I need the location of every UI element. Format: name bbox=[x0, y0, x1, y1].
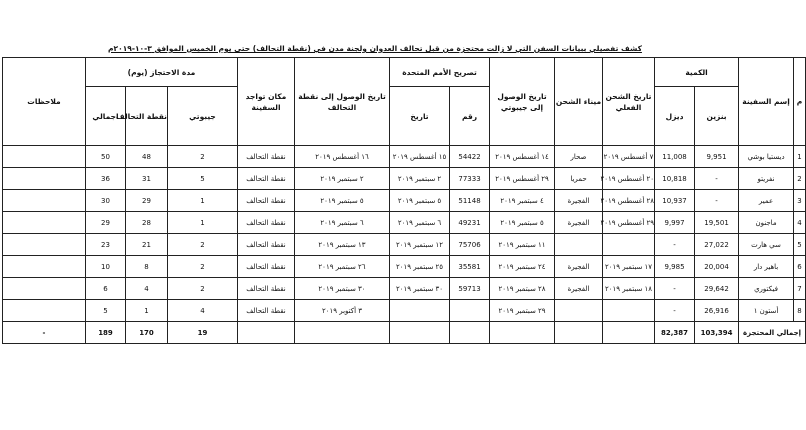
cell-arrival-coalition: ٣٠ سبتمبر ٢٠١٩ bbox=[295, 278, 390, 300]
table-row bbox=[3, 278, 806, 300]
cell-notes bbox=[3, 300, 86, 322]
cell-num: 8 bbox=[794, 300, 806, 322]
cell-loading-date bbox=[603, 300, 655, 322]
header-actual-loading-date: تاريخ الشحن الفعلي bbox=[603, 58, 655, 146]
header-arrival-coalition: تاريخ الوصول إلى نقطة التحالف bbox=[295, 58, 390, 146]
cell-num: 7 bbox=[794, 278, 806, 300]
cell-petrol: 19,501 bbox=[695, 212, 739, 234]
cell-num: 4 bbox=[794, 212, 806, 234]
cell-permit-number: 51148 bbox=[450, 190, 490, 212]
cell-arrival-djibouti: ٤ سبتمبر ٢٠١٩ bbox=[490, 190, 555, 212]
cell-arrival-djibouti: ٥ سبتمبر ٢٠١٩ bbox=[490, 212, 555, 234]
cell-notes bbox=[3, 190, 86, 212]
cell-port: الفجيرة bbox=[555, 256, 603, 278]
cell-days-djibouti: 1 bbox=[168, 212, 238, 234]
cell-petrol: - bbox=[695, 168, 739, 190]
cell-location: نقطة التحالف bbox=[238, 234, 295, 256]
cell-petrol: 26,916 bbox=[695, 300, 739, 322]
page-title: كشف تفصيلي ببيانات السفن التي لا زالت محتجزة من قبل تحالف العدوان ولجنة مدن في (نقطة التحالف) حتى يوم الخميس الموافق ٣-١٠-٢٠١٩م bbox=[108, 44, 642, 53]
cell-days-djibouti: 2 bbox=[168, 256, 238, 278]
table-row bbox=[3, 190, 806, 212]
header-quantity: الكمية bbox=[655, 58, 739, 87]
header-period-djibouti: جيبوتي bbox=[168, 87, 238, 146]
totals-empty bbox=[450, 322, 490, 344]
cell-days-total: 30 bbox=[86, 190, 126, 212]
cell-loading-date: ٢٠ أغسطس ٢٠١٩ bbox=[603, 168, 655, 190]
cell-arrival-djibouti: ٢٨ سبتمبر ٢٠١٩ bbox=[490, 278, 555, 300]
cell-arrival-coalition: ٦ سبتمبر ٢٠١٩ bbox=[295, 212, 390, 234]
cell-permit-date: ١٥ أغسطس ٢٠١٩ bbox=[390, 146, 450, 168]
cell-permit-date: ٦ سبتمبر ٢٠١٩ bbox=[390, 212, 450, 234]
cell-ship-name: نفريتو bbox=[739, 168, 794, 190]
cell-diesel: 11,008 bbox=[655, 146, 695, 168]
cell-petrol: 27,022 bbox=[695, 234, 739, 256]
cell-days-djibouti: 2 bbox=[168, 146, 238, 168]
cell-permit-number: 49231 bbox=[450, 212, 490, 234]
cell-days-total: 5 bbox=[86, 300, 126, 322]
totals-empty bbox=[555, 322, 603, 344]
cell-num: 6 bbox=[794, 256, 806, 278]
cell-permit-number: 77333 bbox=[450, 168, 490, 190]
header-period-total: اجمالي bbox=[86, 87, 126, 146]
cell-port: الفجيرة bbox=[555, 212, 603, 234]
cell-location: نقطة التحالف bbox=[238, 300, 295, 322]
header-row-2 bbox=[3, 87, 806, 146]
cell-num: 3 bbox=[794, 190, 806, 212]
header-loading-port: ميناء الشحن bbox=[555, 58, 603, 146]
cell-arrival-djibouti: ٢٩ أغسطس ٢٠١٩ bbox=[490, 168, 555, 190]
header-arrival-djibouti: تاريخ الوصول إلى جيبوتي bbox=[490, 58, 555, 146]
cell-notes bbox=[3, 278, 86, 300]
cell-ship-name: باهير دار bbox=[739, 256, 794, 278]
cell-arrival-djibouti: ٢٩ سبتمبر ٢٠١٩ bbox=[490, 300, 555, 322]
cell-permit-date: ٥ سبتمبر ٢٠١٩ bbox=[390, 190, 450, 212]
cell-permit-date: ٢ سبتمبر ٢٠١٩ bbox=[390, 168, 450, 190]
cell-loading-date: ٢٨ أغسطس ٢٠١٩ bbox=[603, 190, 655, 212]
cell-permit-number bbox=[450, 300, 490, 322]
cell-ship-name: فيكتوري bbox=[739, 278, 794, 300]
cell-days-djibouti: 4 bbox=[168, 300, 238, 322]
cell-port: حمريا bbox=[555, 168, 603, 190]
cell-arrival-coalition: ٣ أكتوبر ٢٠١٩ bbox=[295, 300, 390, 322]
cell-arrival-djibouti: ١٤ أغسطس ٢٠١٩ bbox=[490, 146, 555, 168]
cell-arrival-coalition: ٢٦ سبتمبر ٢٠١٩ bbox=[295, 256, 390, 278]
cell-days-coalition: 48 bbox=[126, 146, 168, 168]
totals-empty bbox=[603, 322, 655, 344]
cell-ship-name: أستون ١ bbox=[739, 300, 794, 322]
cell-days-djibouti: 1 bbox=[168, 190, 238, 212]
header-un-permit: تصريح الأمم المتحدة bbox=[390, 58, 490, 87]
totals-row bbox=[3, 322, 806, 344]
totals-diesel: 82,387 bbox=[655, 322, 695, 344]
totals-petrol: 103,394 bbox=[695, 322, 739, 344]
header-diesel: ديزل bbox=[655, 87, 695, 146]
cell-days-coalition: 31 bbox=[126, 168, 168, 190]
cell-diesel: 10,818 bbox=[655, 168, 695, 190]
table-row bbox=[3, 256, 806, 278]
cell-days-total: 23 bbox=[86, 234, 126, 256]
cell-permit-number: 54422 bbox=[450, 146, 490, 168]
cell-location: نقطة التحالف bbox=[238, 256, 295, 278]
header-num: م bbox=[794, 58, 806, 146]
cell-days-coalition: 4 bbox=[126, 278, 168, 300]
totals-days-total: 189 bbox=[86, 322, 126, 344]
cell-port: صحار bbox=[555, 146, 603, 168]
totals-label: إجمالي المحتجزة bbox=[739, 322, 806, 344]
cell-petrol: 20,004 bbox=[695, 256, 739, 278]
cell-permit-date: ٣٠ سبتمبر ٢٠١٩ bbox=[390, 278, 450, 300]
cell-permit-date: ١٢ سبتمبر ٢٠١٩ bbox=[390, 234, 450, 256]
cell-num: 2 bbox=[794, 168, 806, 190]
cell-days-djibouti: 2 bbox=[168, 278, 238, 300]
cell-petrol: 9,951 bbox=[695, 146, 739, 168]
cell-loading-date: ٢٩ أغسطس ٢٠١٩ bbox=[603, 212, 655, 234]
cell-notes bbox=[3, 212, 86, 234]
cell-notes bbox=[3, 234, 86, 256]
cell-arrival-djibouti: ١١ سبتمبر ٢٠١٩ bbox=[490, 234, 555, 256]
cell-port bbox=[555, 300, 603, 322]
cell-location: نقطة التحالف bbox=[238, 278, 295, 300]
table-row bbox=[3, 146, 806, 168]
cell-diesel: 9,997 bbox=[655, 212, 695, 234]
cell-days-total: 6 bbox=[86, 278, 126, 300]
totals-empty bbox=[390, 322, 450, 344]
totals-empty bbox=[490, 322, 555, 344]
cell-days-coalition: 21 bbox=[126, 234, 168, 256]
cell-ship-name: سي هارت bbox=[739, 234, 794, 256]
cell-port: الفجيرة bbox=[555, 278, 603, 300]
cell-location: نقطة التحالف bbox=[238, 190, 295, 212]
cell-arrival-coalition: ٢ سبتمبر ٢٠١٩ bbox=[295, 168, 390, 190]
header-row-1 bbox=[3, 58, 806, 87]
cell-permit-number: 35581 bbox=[450, 256, 490, 278]
totals-days-coalition: 170 bbox=[126, 322, 168, 344]
cell-permit-number: 59713 bbox=[450, 278, 490, 300]
cell-days-coalition: 1 bbox=[126, 300, 168, 322]
cell-loading-date: ٧ أغسطس ٢٠١٩ bbox=[603, 146, 655, 168]
cell-location: نقطة التحالف bbox=[238, 168, 295, 190]
totals-empty bbox=[295, 322, 390, 344]
cell-diesel: - bbox=[655, 300, 695, 322]
cell-diesel: - bbox=[655, 278, 695, 300]
table-row bbox=[3, 212, 806, 234]
cell-days-total: 10 bbox=[86, 256, 126, 278]
cell-days-coalition: 8 bbox=[126, 256, 168, 278]
header-ship-name: إسم السفينة bbox=[739, 58, 794, 146]
cell-num: 1 bbox=[794, 146, 806, 168]
cell-petrol: 29,642 bbox=[695, 278, 739, 300]
table-row bbox=[3, 168, 806, 190]
cell-notes bbox=[3, 146, 86, 168]
cell-loading-date: ١٨ سبتمبر ٢٠١٩ bbox=[603, 278, 655, 300]
cell-days-coalition: 29 bbox=[126, 190, 168, 212]
cell-days-total: 29 bbox=[86, 212, 126, 234]
cell-notes bbox=[3, 256, 86, 278]
cell-arrival-coalition: ١٣ سبتمبر ٢٠١٩ bbox=[295, 234, 390, 256]
totals-empty bbox=[238, 322, 295, 344]
cell-permit-date: ٢٥ سبتمبر ٢٠١٩ bbox=[390, 256, 450, 278]
header-detention-period: مدة الاحتجاز (يوم) bbox=[86, 58, 238, 87]
cell-permit-number: 75706 bbox=[450, 234, 490, 256]
detained-ships-table bbox=[2, 57, 806, 344]
cell-port: الفجيرة bbox=[555, 190, 603, 212]
cell-days-djibouti: 5 bbox=[168, 168, 238, 190]
cell-location: نقطة التحالف bbox=[238, 146, 295, 168]
cell-permit-date bbox=[390, 300, 450, 322]
table-row bbox=[3, 234, 806, 256]
cell-petrol: - bbox=[695, 190, 739, 212]
header-permit-number: رقم bbox=[450, 87, 490, 146]
header-ship-location: مكان تواجد السفينة bbox=[238, 58, 295, 146]
cell-diesel: - bbox=[655, 234, 695, 256]
cell-arrival-coalition: ٥ سبتمبر ٢٠١٩ bbox=[295, 190, 390, 212]
totals-notes: - bbox=[3, 322, 86, 344]
cell-port bbox=[555, 234, 603, 256]
cell-ship-name: ماجنون bbox=[739, 212, 794, 234]
header-period-coalition: نقطة التحالف bbox=[126, 87, 168, 146]
cell-days-coalition: 28 bbox=[126, 212, 168, 234]
cell-ship-name: ديستيا بوشي bbox=[739, 146, 794, 168]
cell-ship-name: عمير bbox=[739, 190, 794, 212]
cell-days-djibouti: 2 bbox=[168, 234, 238, 256]
header-permit-date: تاريخ bbox=[390, 87, 450, 146]
table-row bbox=[3, 300, 806, 322]
cell-days-total: 36 bbox=[86, 168, 126, 190]
cell-days-total: 50 bbox=[86, 146, 126, 168]
cell-location: نقطة التحالف bbox=[238, 212, 295, 234]
cell-loading-date: ١٧ سبتمبر ٢٠١٩ bbox=[603, 256, 655, 278]
cell-arrival-djibouti: ٢٤ سبتمبر ٢٠١٩ bbox=[490, 256, 555, 278]
cell-diesel: 10,937 bbox=[655, 190, 695, 212]
header-petrol: بنزين bbox=[695, 87, 739, 146]
header-notes: ملاحظات bbox=[3, 58, 86, 146]
cell-num: 5 bbox=[794, 234, 806, 256]
cell-notes bbox=[3, 168, 86, 190]
cell-arrival-coalition: ١٦ أغسطس ٢٠١٩ bbox=[295, 146, 390, 168]
cell-diesel: 9,985 bbox=[655, 256, 695, 278]
cell-loading-date bbox=[603, 234, 655, 256]
totals-days-djibouti: 19 bbox=[168, 322, 238, 344]
